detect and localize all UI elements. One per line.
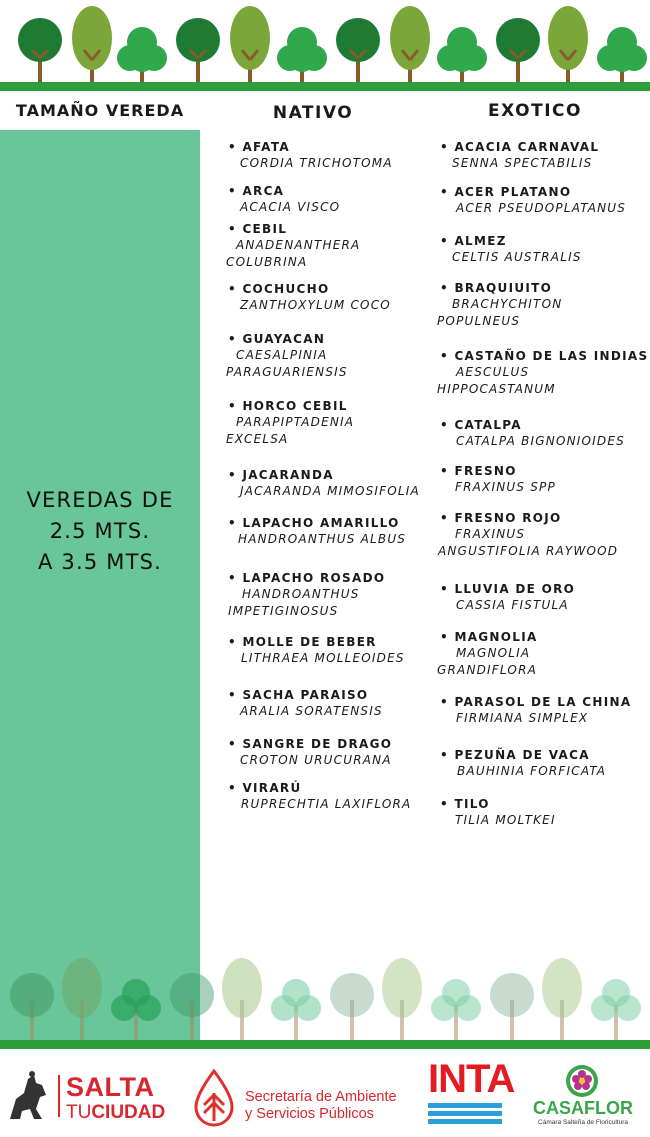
list-item — [440, 695, 631, 727]
tu-text: TU — [66, 1102, 92, 1123]
list-item — [228, 140, 393, 172]
casaflor-subtitle: Cámara Salteña de Floricultura — [538, 1119, 628, 1126]
list-item — [440, 234, 582, 266]
list-item — [228, 222, 360, 271]
tree-icon — [548, 6, 588, 82]
casaflor-text: CASAFLOR — [533, 1098, 633, 1118]
leaf-drop-icon — [192, 1069, 236, 1127]
size-line-2: 2.5 MTS. — [49, 519, 151, 543]
species-name: • PARASOL DE LA CHINA — [440, 695, 631, 710]
header-native: NATIVO — [272, 103, 354, 123]
species-name: • CEBIL — [228, 222, 360, 237]
list-item — [440, 582, 575, 614]
species-scientific: CATALPA BIGNONIOIDES — [456, 434, 625, 448]
tree-icon — [230, 6, 270, 82]
secretaria-line-1: Secretaría de Ambiente — [245, 1089, 397, 1105]
tree-icon — [72, 6, 112, 82]
list-item — [228, 468, 420, 500]
list-item — [228, 688, 383, 720]
bottom-green-bar — [0, 1040, 650, 1049]
species-scientific: ACER PSEUDOPLATANUS — [456, 201, 627, 215]
species-scientific: FRAXINUS — [455, 527, 526, 541]
species-name: • MOLLE DE BEBER — [228, 635, 405, 650]
species-scientific: HIPPOCASTANUM — [437, 382, 556, 396]
species-name: • PEZUÑA DE VACA — [440, 748, 606, 763]
species-name: • AFATA — [228, 140, 393, 155]
species-scientific: EXCELSA — [226, 432, 289, 446]
species-name: • CASTAÑO DE LAS INDIAS — [440, 349, 648, 364]
species-scientific: RUPRECHTIA LAXIFLORA — [241, 797, 412, 811]
list-item — [228, 184, 340, 216]
species-scientific: TILIA MOLTKEI — [455, 813, 556, 827]
species-scientific: ARALIA SORATENSIS — [240, 704, 383, 718]
species-scientific: CASSIA FISTULA — [456, 598, 569, 612]
species-scientific: PARAGUARIENSIS — [226, 365, 348, 379]
footer-logos — [0, 1049, 650, 1137]
species-scientific: ZANTHOXYLUM COCO — [240, 298, 391, 312]
tree-icon — [176, 18, 220, 82]
flower-icon — [564, 1063, 600, 1099]
list-item — [228, 516, 406, 548]
sidewalk-size-text — [0, 485, 200, 578]
list-item — [440, 797, 556, 829]
species-name: • ALMEZ — [440, 234, 582, 249]
species-name: • VIRARÚ — [228, 781, 411, 796]
species-name: • FRESNO — [440, 464, 556, 479]
secretaria-logo — [192, 1069, 417, 1129]
tree-icon — [496, 18, 540, 82]
tree-icon — [542, 958, 582, 1040]
species-scientific: ACACIA VISCO — [240, 200, 341, 214]
species-scientific: AESCULUS — [456, 365, 530, 379]
species-name: • CATALPA — [440, 418, 625, 433]
tree-icon — [222, 958, 262, 1040]
tree-icon — [271, 979, 321, 1040]
top-trees-decoration — [0, 0, 650, 95]
tree-icon — [18, 18, 62, 82]
list-item — [437, 630, 538, 679]
species-scientific: HANDROANTHUS ALBUS — [238, 532, 407, 546]
list-item — [440, 464, 556, 496]
sidewalk-size-column — [0, 130, 200, 1040]
species-name: • JACARANDA — [228, 468, 420, 483]
casaflor-logo — [522, 1063, 644, 1133]
tree-icon — [10, 973, 54, 1040]
species-scientific: POPULNEUS — [437, 314, 521, 328]
tree-icon — [591, 979, 641, 1040]
species-scientific: IMPETIGINOSUS — [228, 604, 339, 618]
species-name: • LAPACHO ROSADO — [228, 571, 385, 586]
species-scientific: LITHRAEA MOLLEOIDES — [241, 651, 405, 665]
header-exotic: EXOTICO — [488, 101, 582, 121]
tree-icon — [382, 958, 422, 1040]
tree-icon — [170, 973, 214, 1040]
species-name: • ARCA — [228, 184, 340, 199]
species-name: • GUAYACAN — [228, 332, 348, 347]
tree-icon — [111, 979, 161, 1040]
species-scientific: CROTON URUCURANA — [240, 753, 392, 767]
species-scientific: FIRMIANA SIMPLEX — [456, 711, 589, 725]
species-name: • TILO — [440, 797, 556, 812]
list-item — [440, 140, 599, 172]
species-name: • ACACIA CARNAVAL — [440, 140, 599, 155]
list-item — [228, 399, 354, 448]
salta-text: SALTA — [66, 1072, 155, 1102]
species-scientific: CORDIA TRICHOTOMA — [240, 156, 393, 170]
list-item — [440, 511, 618, 560]
inta-text: INTA — [428, 1057, 515, 1101]
list-item — [228, 282, 391, 314]
tree-icon — [431, 979, 481, 1040]
species-scientific: BRACHYCHITON — [452, 297, 563, 311]
tree-icon — [277, 27, 327, 82]
species-scientific: BAUHINIA FORFICATA — [457, 764, 607, 778]
salta-logo — [6, 1067, 176, 1127]
header-sidewalk-size: TAMAÑO VEREDA — [15, 101, 185, 120]
ciudad-text: CIUDAD — [91, 1102, 166, 1123]
species-scientific: GRANDIFLORA — [437, 663, 538, 677]
species-scientific: ANGUSTIFOLIA RAYWOOD — [438, 544, 619, 558]
list-item — [228, 737, 392, 769]
tree-icon — [390, 6, 430, 82]
tree-icon — [597, 27, 647, 82]
tu-ciudad-text — [66, 1102, 165, 1124]
species-name: • LAPACHO AMARILLO — [228, 516, 406, 531]
species-name: • COCHUCHO — [228, 282, 391, 297]
species-name: • MAGNOLIA — [440, 630, 538, 645]
list-item — [437, 281, 563, 330]
tree-icon — [62, 958, 102, 1040]
list-item — [228, 635, 405, 667]
species-scientific: SENNA SPECTABILIS — [452, 156, 593, 170]
list-item — [440, 185, 626, 217]
species-scientific: COLUBRINA — [226, 255, 308, 269]
gaucho-horse-icon — [6, 1069, 52, 1121]
species-scientific: CELTIS AUSTRALIS — [452, 250, 582, 264]
tree-icon — [330, 973, 374, 1040]
secretaria-line-2: y Servicios Públicos — [245, 1106, 374, 1122]
size-line-3: A 3.5 MTS. — [37, 550, 163, 574]
list-item — [228, 332, 348, 381]
species-scientific: PARAPIPTADENIA — [236, 415, 355, 429]
size-line-1: VEREDAS DE — [26, 488, 174, 512]
species-name: • BRAQUIUITO — [440, 281, 562, 296]
species-scientific: HANDROANTHUS — [242, 587, 360, 601]
species-scientific: JACARANDA MIMOSIFOLIA — [240, 484, 420, 498]
list-item — [440, 418, 625, 450]
top-green-bar — [0, 82, 650, 91]
species-name: • SACHA PARAISO — [228, 688, 383, 703]
species-name: • SANGRE DE DRAGO — [228, 737, 392, 752]
tree-icon — [336, 18, 380, 82]
species-name: • LLUVIA DE ORO — [440, 582, 575, 597]
list-item — [228, 571, 385, 620]
list-item — [228, 781, 411, 813]
tree-icon — [490, 973, 534, 1040]
bottom-trees-decoration — [0, 950, 650, 1042]
list-item — [437, 349, 649, 398]
species-scientific: CAESALPINIA — [236, 348, 328, 362]
species-scientific: FRAXINUS SPP — [455, 480, 556, 494]
species-name: • ACER PLATANO — [440, 185, 626, 200]
list-item — [440, 748, 606, 780]
species-scientific: ANADENANTHERA — [236, 238, 361, 252]
species-scientific: MAGNOLIA — [456, 646, 531, 660]
species-name: • FRESNO ROJO — [440, 511, 618, 526]
species-name: • HORCO CEBIL — [228, 399, 354, 414]
tree-icon — [437, 27, 487, 82]
tree-icon — [117, 27, 167, 82]
inta-logo — [428, 1057, 515, 1129]
